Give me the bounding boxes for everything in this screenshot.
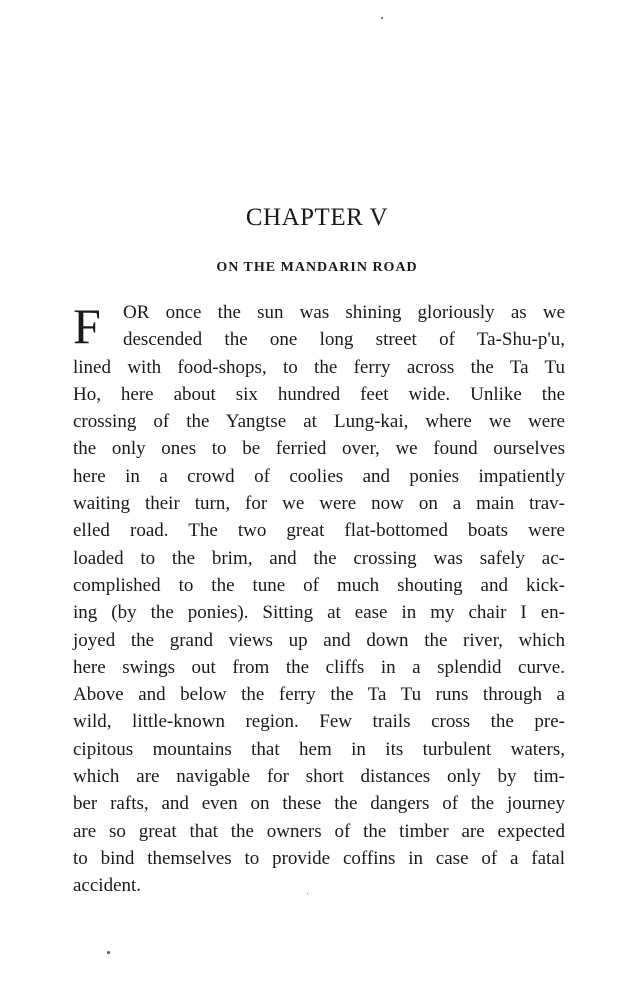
chapter-subtitle: ON THE MANDARIN ROAD [216, 260, 418, 275]
text-line: here in a crowd of coolies and ponies impatiently [73, 465, 565, 487]
drop-cap: F [73, 298, 101, 354]
text-line: the only ones to be ferried over, we found ourselves [73, 438, 565, 460]
chapter-title: CHAPTER V [245, 204, 389, 231]
text-line: Above and below the ferry the Ta Tu runs through a [73, 684, 565, 706]
text-line: Ho, here about six hundred feet wide. Unlike the [73, 383, 565, 405]
print-speck [381, 17, 383, 19]
text-line: are so great that the owners of the timber are expected [73, 820, 565, 842]
text-line: to bind themselves to provide coffins in case of a fatal [73, 847, 565, 869]
text-line: accident. [73, 875, 142, 897]
print-speck [107, 951, 110, 954]
text-line: descended the one long street of Ta-Shu-p'u, [123, 329, 565, 351]
text-line: elled road. The two great flat-bottomed boats were [73, 520, 565, 542]
text-line: OR once the sun was shining gloriously as we [123, 302, 565, 323]
text-line: joyed the grand views up and down the river, which [73, 629, 565, 651]
body-paragraph [73, 299, 565, 900]
text-line: ing (by the ponies). Sitting at ease in my chair I en- [73, 602, 565, 624]
text-line: waiting their turn, for we were now on a main trav- [73, 493, 565, 515]
text-line: loaded to the brim, and the crossing was safely ac- [73, 547, 565, 569]
text-line: complished to the tune of much shouting and kick- [73, 574, 565, 596]
text-line: wild, little-known region. Few trails cross the pre- [73, 711, 565, 733]
text-line: crossing of the Yangtse at Lung-kai, where we were [73, 411, 565, 433]
text-line: here swings out from the cliffs in a splendid curve. [73, 656, 565, 678]
text-line: which are navigable for short distances only by tim- [73, 766, 565, 788]
text-line: lined with food-shops, to the ferry across the Ta Tu [73, 356, 565, 378]
text-line: cipitous mountains that hem in its turbulent waters, [73, 738, 565, 760]
text-line: ber rafts, and even on these the dangers of the journey [73, 793, 565, 815]
